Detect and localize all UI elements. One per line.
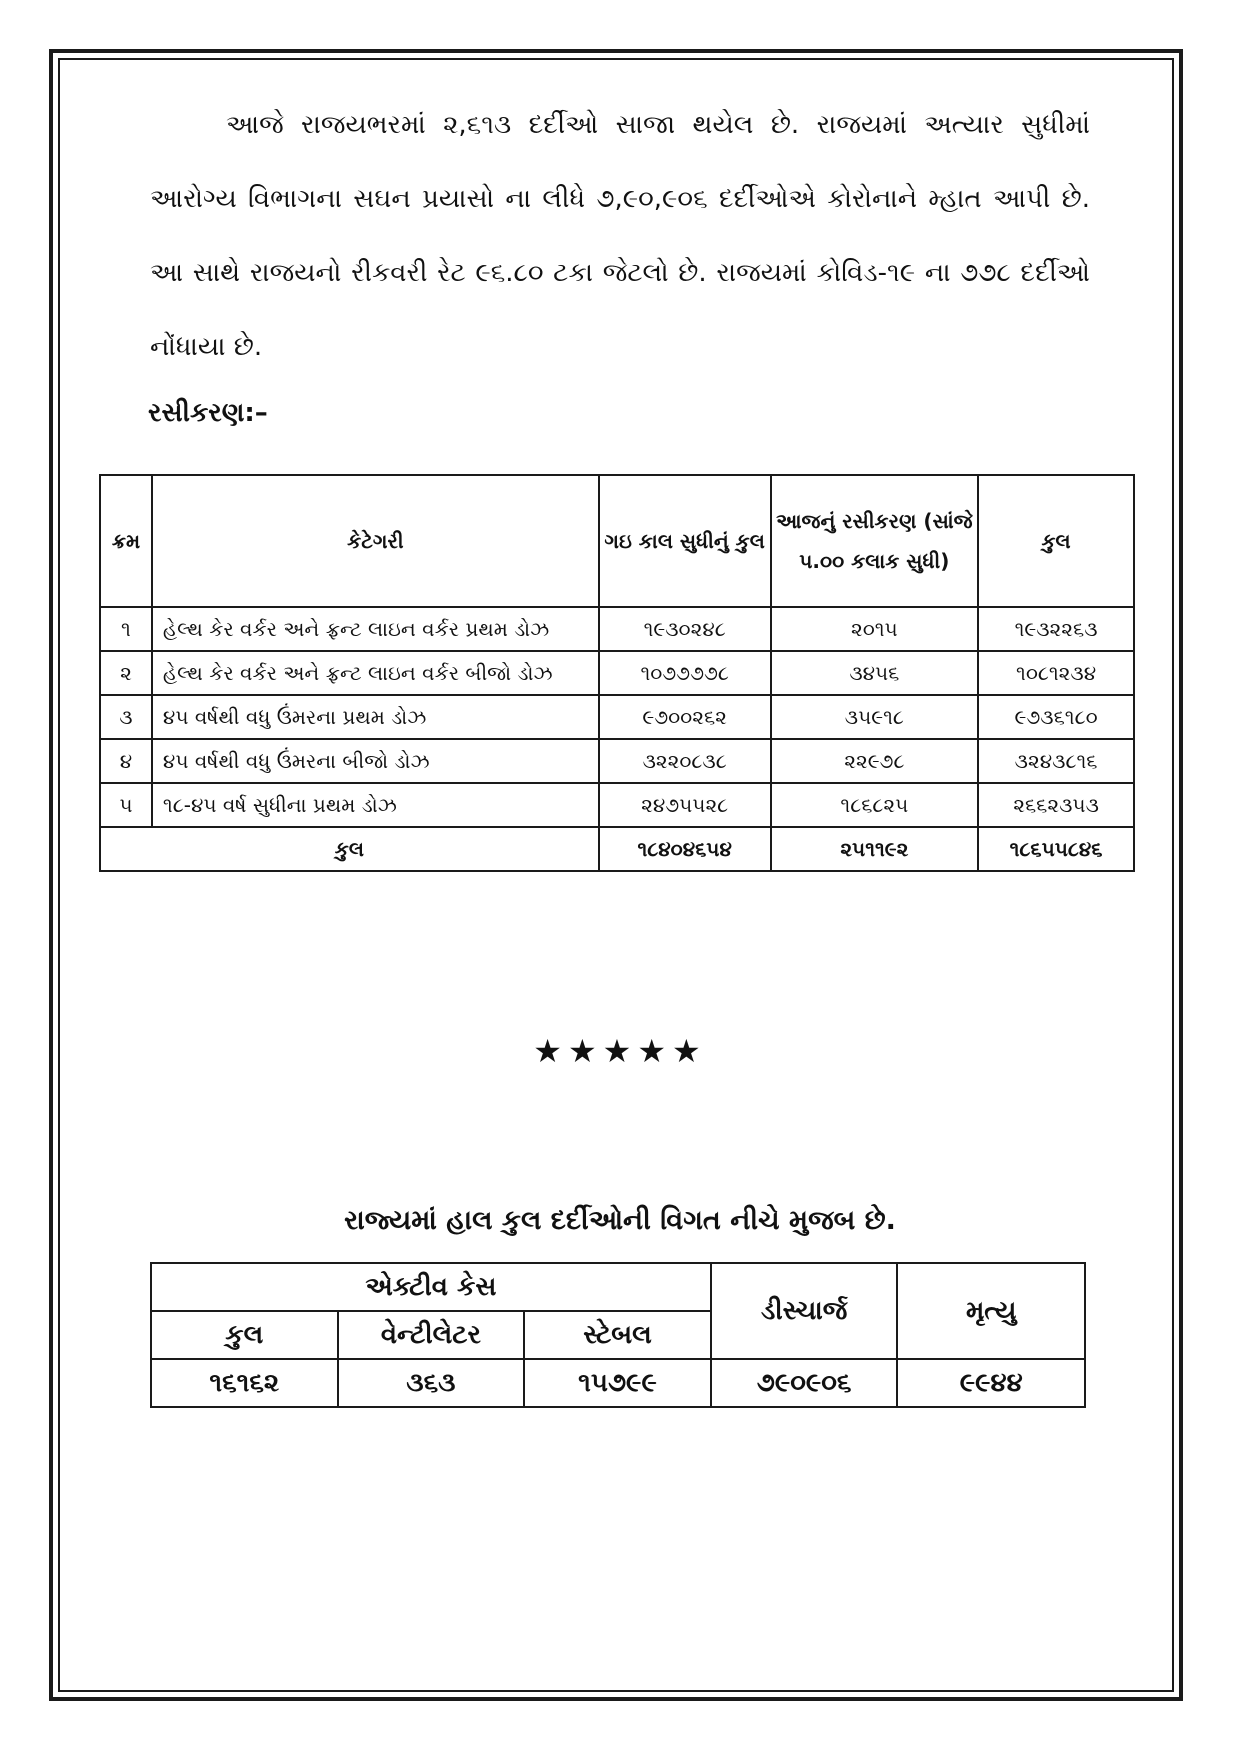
row-category: ૪૫ વર્ષથી વધુ ઉંમરના પ્રથમ ડોઝ xyxy=(152,695,599,739)
value-discharged: ૭૯૦૯૦૬ xyxy=(711,1359,898,1407)
value-stable: ૧૫૭૯૯ xyxy=(524,1359,711,1407)
summary-paragraph: આજે રાજયભરમાં ૨,૬૧૩ દર્દીઓ સાજા થયેલ છે. રાજયમાં અત્યાર સુધીમાં આરોગ્ય વિભાગના સઘન પ્રયાસો ના લીધે ૭,૯૦,૯૦૬ દર્દીઓએ કોરોનાને મ્હાત આપી છે. આ સાથે રાજયનો રીકવરી રેટ ૯૬.૮૦ ટકા જેટલો છે. રાજયમાં કોવિડ-૧૯ ના ૭૭૮ દર્દીઓ નોંધાયા છે. xyxy=(150,110,1090,362)
row-sr: ૨ xyxy=(100,651,152,695)
row-till-yesterday: ૩૨૨૦૮૩૮ xyxy=(599,739,771,783)
row-sr: ૫ xyxy=(100,783,152,827)
patients-table xyxy=(150,1262,1086,1408)
row-today: ૧૮૬૮૨૫ xyxy=(771,783,979,827)
value-ventilator: ૩૬૩ xyxy=(338,1359,525,1407)
total-row xyxy=(100,827,1134,871)
stars-divider: ★★★★★ xyxy=(533,1032,707,1070)
table-row xyxy=(100,783,1134,827)
header-total: કુલ xyxy=(978,475,1134,607)
header-active-cases: એક્ટીવ કેસ xyxy=(151,1263,711,1311)
table-row xyxy=(100,695,1134,739)
row-sr: ૩ xyxy=(100,695,152,739)
row-till-yesterday: ૨૪૭૫૫૨૮ xyxy=(599,783,771,827)
row-till-yesterday: ૧૦૭૭૭૭૮ xyxy=(599,651,771,695)
header-sr: ક્રમ xyxy=(100,475,152,607)
total-total: ૧૮૬૫૫૮૪૬ xyxy=(978,827,1134,871)
table-row xyxy=(100,739,1134,783)
header-deaths: મૃત્યુ xyxy=(897,1263,1085,1359)
row-total: ૧૦૮૧૨૩૪ xyxy=(978,651,1134,695)
header-today: આજનું રસીકરણ (સાંજે ૫.૦૦ કલાક સુધી) xyxy=(771,475,979,607)
row-today: ૨૦૧૫ xyxy=(771,607,979,651)
row-category: હેલ્થ કેર વર્કર અને ફ્રન્ટ લાઇન વર્કર બીજો ડોઝ xyxy=(152,651,599,695)
vaccination-table xyxy=(99,474,1135,872)
row-total: ૩૨૪૩૮૧૬ xyxy=(978,739,1134,783)
total-till-yesterday: ૧૮૪૦૪૬૫૪ xyxy=(599,827,771,871)
header-ventilator: વેન્ટીલેટર xyxy=(338,1311,525,1359)
row-till-yesterday: ૧૯૩૦૨૪૮ xyxy=(599,607,771,651)
header-stable: સ્ટેબલ xyxy=(524,1311,711,1359)
row-sr: ૧ xyxy=(100,607,152,651)
header-discharged: ડીસ્ચાર્જ xyxy=(711,1263,898,1359)
total-label: કુલ xyxy=(100,827,599,871)
row-till-yesterday: ૯૭૦૦૨૬૨ xyxy=(599,695,771,739)
row-category: હેલ્થ કેર વર્કર અને ફ્રન્ટ લાઇન વર્કર પ્રથમ ડોઝ xyxy=(152,607,599,651)
row-today: ૩૫૯૧૮ xyxy=(771,695,979,739)
patients-heading: રાજ્યમાં હાલ કુલ દર્દીઓની વિગત નીચે મુજબ છે. xyxy=(344,1205,896,1236)
row-sr: ૪ xyxy=(100,739,152,783)
header-active-total: કુલ xyxy=(151,1311,338,1359)
vaccination-heading: રસીકરણ:– xyxy=(148,398,268,428)
value-deaths: ૯૯૪૪ xyxy=(897,1359,1085,1407)
table-row xyxy=(100,607,1134,651)
table-row xyxy=(100,651,1134,695)
row-today: ૨૨૯૭૮ xyxy=(771,739,979,783)
value-active-total: ૧૬૧૬૨ xyxy=(151,1359,338,1407)
row-today: ૩૪૫૬ xyxy=(771,651,979,695)
row-total: ૨૬૬૨૩૫૩ xyxy=(978,783,1134,827)
row-total: ૧૯૩૨૨૬૩ xyxy=(978,607,1134,651)
header-till-yesterday: ગઇ કાલ સુધીનું કુલ xyxy=(599,475,771,607)
row-category: ૪૫ વર્ષથી વધુ ઉંમરના બીજો ડોઝ xyxy=(152,739,599,783)
row-category: ૧૮-૪૫ વર્ષ સુધીના પ્રથમ ડોઝ xyxy=(152,783,599,827)
total-today: ૨૫૧૧૯૨ xyxy=(771,827,979,871)
header-category: કેટેગરી xyxy=(152,475,599,607)
row-total: ૯૭૩૬૧૮૦ xyxy=(978,695,1134,739)
